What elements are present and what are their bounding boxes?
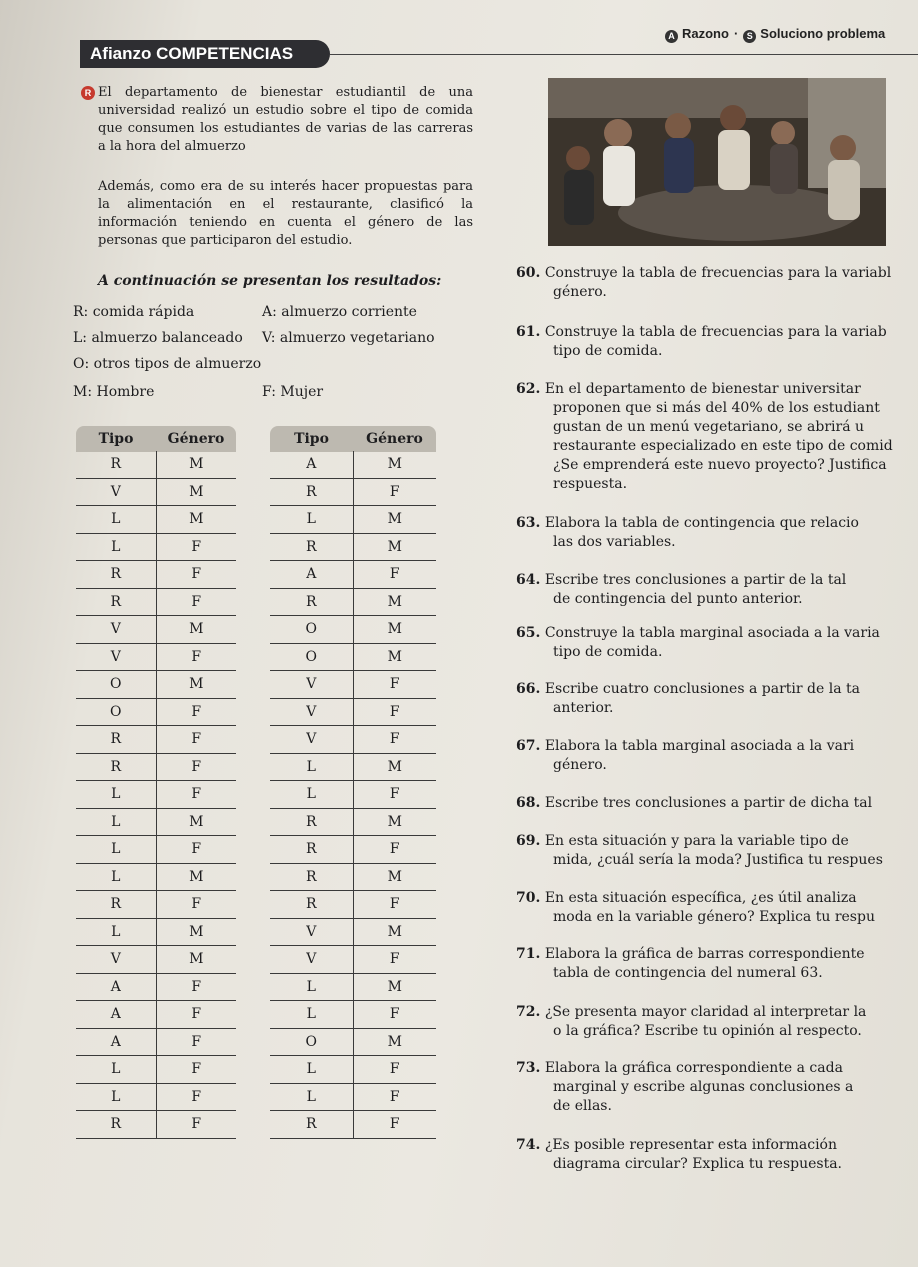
cell-genero: M: [353, 753, 436, 781]
cell-genero: F: [156, 891, 236, 919]
cell-tipo: L: [76, 836, 156, 864]
cell-tipo: V: [270, 946, 353, 974]
table-row: [270, 671, 436, 699]
table-row: [270, 478, 436, 506]
exercise-item: [516, 794, 872, 813]
cell-genero: F: [156, 1056, 236, 1084]
exercise-number: 62.: [516, 381, 541, 397]
table-row: [270, 588, 436, 616]
cell-tipo: L: [76, 918, 156, 946]
cell-tipo: V: [76, 616, 156, 644]
exercise-text: proponen que si más del 40% de los estudiant: [553, 400, 880, 416]
exercise-text: de contingencia del punto anterior.: [553, 591, 803, 607]
table-row: [270, 616, 436, 644]
cell-genero: M: [156, 506, 236, 534]
legend-r: R: comida rápida: [73, 304, 195, 320]
cell-tipo: L: [76, 533, 156, 561]
table-row: [76, 588, 236, 616]
cell-tipo: L: [76, 1083, 156, 1111]
results-heading: A continuación se presentan los resultados:: [98, 273, 442, 289]
soluciono-icon: S: [743, 30, 756, 43]
table-row: [270, 863, 436, 891]
table-row: [76, 863, 236, 891]
cell-genero: F: [353, 781, 436, 809]
cell-genero: F: [156, 1001, 236, 1029]
exercise-text: Elabora la gráfica correspondiente a cada: [544, 1060, 843, 1076]
exercise-text: Escribe tres conclusiones a partir de la tal: [544, 572, 847, 588]
table-row: [270, 808, 436, 836]
table-row: [76, 808, 236, 836]
exercise-text: En esta situación específica, ¿es útil analiza: [544, 890, 857, 906]
section-title: Afianzo COMPETENCIAS: [90, 44, 294, 63]
cell-genero: F: [156, 781, 236, 809]
exercise-text: mida, ¿cuál sería la moda? Justifica tu respues: [553, 852, 883, 868]
cell-tipo: A: [270, 561, 353, 589]
table-row: [76, 1001, 236, 1029]
exercise-number: 65.: [516, 625, 541, 641]
exercise-item: [516, 1136, 842, 1174]
cell-genero: M: [156, 808, 236, 836]
exercise-item: [516, 264, 891, 302]
table-row: [76, 451, 236, 478]
exercise-text: o la gráfica? Escribe tu opinión al respecto.: [553, 1023, 862, 1039]
exercise-text: Elabora la gráfica de barras correspondiente: [544, 946, 865, 962]
exercise-item: [516, 889, 875, 927]
legend-o: O: otros tipos de almuerzo: [73, 356, 262, 372]
exercise-text: Escribe tres conclusiones a partir de dicha tal: [544, 795, 873, 811]
cell-genero: M: [353, 808, 436, 836]
exercise-text: moda en la variable género? Explica tu respu: [553, 909, 875, 925]
cell-tipo: L: [270, 506, 353, 534]
exercise-item: [516, 514, 859, 552]
table-row: [270, 1083, 436, 1111]
cell-tipo: R: [270, 533, 353, 561]
cell-genero: F: [156, 726, 236, 754]
exercise-text: de ellas.: [553, 1098, 612, 1114]
exercise-item: [516, 380, 893, 494]
exercise-number: 69.: [516, 833, 541, 849]
table-row: [76, 506, 236, 534]
cell-genero: F: [353, 478, 436, 506]
cell-genero: F: [156, 836, 236, 864]
cell-genero: F: [156, 533, 236, 561]
cell-tipo: A: [76, 973, 156, 1001]
cell-tipo: L: [76, 863, 156, 891]
exercise-text: Construye la tabla marginal asociada a la varia: [544, 625, 880, 641]
table-row: [76, 561, 236, 589]
cell-genero: M: [353, 918, 436, 946]
header-rule: [330, 54, 918, 55]
cell-tipo: L: [270, 973, 353, 1001]
cell-genero: F: [353, 698, 436, 726]
cell-tipo: V: [76, 946, 156, 974]
table-row: [270, 891, 436, 919]
legend-v: V: almuerzo vegetariano: [262, 330, 435, 346]
exercise-text: tipo de comida.: [553, 644, 663, 660]
exercise-number: 67.: [516, 738, 541, 754]
exercise-text: restaurante especializado en este tipo de comid: [553, 438, 893, 454]
cell-genero: F: [156, 698, 236, 726]
left-data-table: [76, 427, 236, 1139]
exercise-text: Construye la tabla de frecuencias para la variab: [544, 324, 887, 340]
cell-tipo: O: [76, 698, 156, 726]
exercise-text: género.: [553, 284, 607, 300]
exercise-number: 68.: [516, 795, 541, 811]
table-row: [76, 781, 236, 809]
table-row: [76, 1028, 236, 1056]
table-row: [76, 1111, 236, 1139]
table-row: [270, 561, 436, 589]
cell-genero: M: [353, 863, 436, 891]
cell-genero: F: [156, 753, 236, 781]
exercise-number: 72.: [516, 1004, 541, 1020]
col-genero: Género: [167, 431, 225, 447]
cell-tipo: R: [76, 726, 156, 754]
cell-genero: F: [353, 1111, 436, 1139]
exercise-text: diagrama circular? Explica tu respuesta.: [553, 1156, 842, 1172]
cell-tipo: R: [270, 836, 353, 864]
table-row: [270, 753, 436, 781]
col-tipo: Tipo: [294, 431, 329, 447]
table-row: [270, 698, 436, 726]
cell-genero: F: [156, 588, 236, 616]
cell-tipo: O: [270, 643, 353, 671]
table-row: [76, 643, 236, 671]
table-row: [76, 533, 236, 561]
table-row: [270, 1056, 436, 1084]
cell-tipo: L: [270, 1083, 353, 1111]
table-row: [270, 781, 436, 809]
legend-f: F: Mujer: [262, 384, 324, 400]
cell-genero: M: [156, 616, 236, 644]
table-row: [270, 1111, 436, 1139]
table-row: [270, 506, 436, 534]
cell-genero: F: [353, 946, 436, 974]
cell-tipo: V: [76, 643, 156, 671]
exercise-text: respuesta.: [553, 476, 628, 492]
cell-tipo: L: [270, 781, 353, 809]
cell-tipo: R: [76, 588, 156, 616]
exercise-text: ¿Se presenta mayor claridad al interpretar la: [544, 1004, 867, 1020]
table-row: [76, 726, 236, 754]
cell-tipo: O: [270, 616, 353, 644]
legend-l: L: almuerzo balanceado: [73, 330, 243, 346]
cell-genero: M: [156, 478, 236, 506]
legend-m: M: Hombre: [73, 384, 155, 400]
cell-genero: M: [353, 451, 436, 478]
cell-tipo: R: [76, 753, 156, 781]
exercise-item: [516, 737, 854, 775]
table-row: [270, 836, 436, 864]
exercise-text: marginal y escribe algunas conclusiones a: [553, 1079, 854, 1095]
exercise-number: 60.: [516, 265, 541, 281]
table-row: [76, 918, 236, 946]
table-row: [270, 973, 436, 1001]
competency-tags: [665, 26, 885, 43]
table-row: [76, 671, 236, 699]
cell-genero: M: [353, 533, 436, 561]
cell-tipo: R: [76, 1111, 156, 1139]
cell-tipo: R: [76, 891, 156, 919]
cell-genero: M: [353, 973, 436, 1001]
cell-tipo: R: [270, 478, 353, 506]
cell-genero: M: [353, 616, 436, 644]
exercise-number: 74.: [516, 1137, 541, 1153]
exercise-item: [516, 945, 865, 983]
cell-tipo: L: [270, 1001, 353, 1029]
table-row: [270, 918, 436, 946]
cell-tipo: L: [270, 753, 353, 781]
exercise-text: Elabora la tabla de contingencia que relacio: [544, 515, 859, 531]
cell-tipo: R: [270, 891, 353, 919]
exercise-text: Escribe cuatro conclusiones a partir de la ta: [544, 681, 860, 697]
exercise-text: Construye la tabla de frecuencias para la variabl: [544, 265, 892, 281]
right-data-table: [270, 427, 436, 1139]
cell-tipo: L: [76, 781, 156, 809]
cell-genero: M: [156, 671, 236, 699]
problem-context: Además, como era de su interés hacer propuestas para la alimentación en el restaurante, clasificó la información teniendo en cuenta el género de las personas que participaron del estudio.: [98, 179, 473, 248]
exercise-text: anterior.: [553, 700, 614, 716]
exercise-number: 70.: [516, 890, 541, 906]
exercise-number: 73.: [516, 1060, 541, 1076]
table-row: [270, 946, 436, 974]
table-row: [76, 753, 236, 781]
cell-tipo: V: [270, 726, 353, 754]
table-row: [270, 1028, 436, 1056]
table-row: [76, 616, 236, 644]
cell-genero: M: [353, 506, 436, 534]
cell-genero: F: [353, 1056, 436, 1084]
cell-tipo: L: [76, 506, 156, 534]
exercise-text: tabla de contingencia del numeral 63.: [553, 965, 823, 981]
cell-genero: M: [156, 918, 236, 946]
table-row: [270, 726, 436, 754]
table-row: [270, 451, 436, 478]
exercise-number: 66.: [516, 681, 541, 697]
table-row: [76, 1083, 236, 1111]
table-row: [76, 478, 236, 506]
col-genero: Género: [366, 431, 423, 447]
cell-tipo: O: [76, 671, 156, 699]
cell-tipo: A: [270, 451, 353, 478]
exercise-item: [516, 1059, 853, 1116]
exercise-item: [516, 1003, 866, 1041]
cell-tipo: V: [270, 698, 353, 726]
cell-genero: F: [156, 1028, 236, 1056]
problem-intro: El departamento de bienestar estudiantil de una universidad realizó un estudio sobre el tipo de comida que consumen los estudiantes de varias de las carreras a la hora del almuerzo: [98, 85, 473, 154]
col-tipo: Tipo: [98, 431, 134, 447]
cell-tipo: V: [270, 918, 353, 946]
exercise-text: ¿Es posible representar esta información: [544, 1137, 837, 1153]
exercise-text: En el departamento de bienestar universitar: [544, 381, 861, 397]
exercise-number: 63.: [516, 515, 541, 531]
exercise-text: género.: [553, 757, 607, 773]
students-lunch-photo: [548, 78, 886, 246]
exercise-text: tipo de comida.: [553, 343, 663, 359]
cell-tipo: R: [76, 451, 156, 478]
exercise-item: [516, 680, 860, 718]
table-row: [76, 973, 236, 1001]
cell-genero: F: [353, 726, 436, 754]
cell-genero: F: [156, 973, 236, 1001]
cell-tipo: L: [76, 808, 156, 836]
cell-genero: M: [353, 1028, 436, 1056]
legend-a: A: almuerzo corriente: [262, 304, 417, 320]
cell-tipo: R: [270, 588, 353, 616]
tag-soluciono: Soluciono problema: [760, 26, 886, 41]
razono-badge-icon: R: [81, 86, 95, 100]
tag-separator: ·: [733, 26, 739, 41]
cell-tipo: A: [76, 1001, 156, 1029]
table-row: [270, 1001, 436, 1029]
razono-icon: A: [665, 30, 678, 43]
cell-genero: F: [156, 1111, 236, 1139]
exercise-text: las dos variables.: [553, 534, 676, 550]
cell-genero: F: [353, 561, 436, 589]
exercise-item: [516, 832, 883, 870]
exercise-text: ¿Se emprenderá este nuevo proyecto? Justifica: [553, 457, 887, 473]
section-title-bar: [80, 40, 330, 68]
cell-tipo: R: [76, 561, 156, 589]
cell-genero: M: [353, 588, 436, 616]
cell-tipo: A: [76, 1028, 156, 1056]
cell-tipo: R: [270, 808, 353, 836]
cell-tipo: V: [76, 478, 156, 506]
cell-genero: M: [156, 863, 236, 891]
cell-tipo: L: [76, 1056, 156, 1084]
cell-tipo: R: [270, 1111, 353, 1139]
table-row: [270, 643, 436, 671]
exercise-item: [516, 323, 887, 361]
cell-genero: M: [353, 643, 436, 671]
cell-tipo: R: [270, 863, 353, 891]
cell-genero: F: [156, 1083, 236, 1111]
cell-genero: F: [156, 561, 236, 589]
exercise-item: [516, 571, 846, 609]
table-row: [76, 891, 236, 919]
exercise-number: 71.: [516, 946, 541, 962]
cell-genero: F: [353, 836, 436, 864]
table-row: [76, 1056, 236, 1084]
cell-tipo: V: [270, 671, 353, 699]
cell-tipo: L: [270, 1056, 353, 1084]
cell-genero: F: [353, 1001, 436, 1029]
tag-razono: Razono: [682, 26, 729, 41]
cell-genero: F: [156, 643, 236, 671]
exercise-number: 64.: [516, 572, 541, 588]
table-row: [76, 836, 236, 864]
table-row: [76, 698, 236, 726]
exercise-number: 61.: [516, 324, 541, 340]
cell-genero: F: [353, 671, 436, 699]
exercise-text: Elabora la tabla marginal asociada a la vari: [544, 738, 855, 754]
cell-genero: M: [156, 451, 236, 478]
exercise-item: [516, 624, 880, 662]
exercise-text: gustan de un menú vegetariano, se abrirá u: [553, 419, 865, 435]
cell-genero: M: [156, 946, 236, 974]
table-row: [270, 533, 436, 561]
cell-tipo: O: [270, 1028, 353, 1056]
cell-genero: F: [353, 1083, 436, 1111]
table-row: [76, 946, 236, 974]
exercise-text: En esta situación y para la variable tipo de: [544, 833, 849, 849]
cell-genero: F: [353, 891, 436, 919]
